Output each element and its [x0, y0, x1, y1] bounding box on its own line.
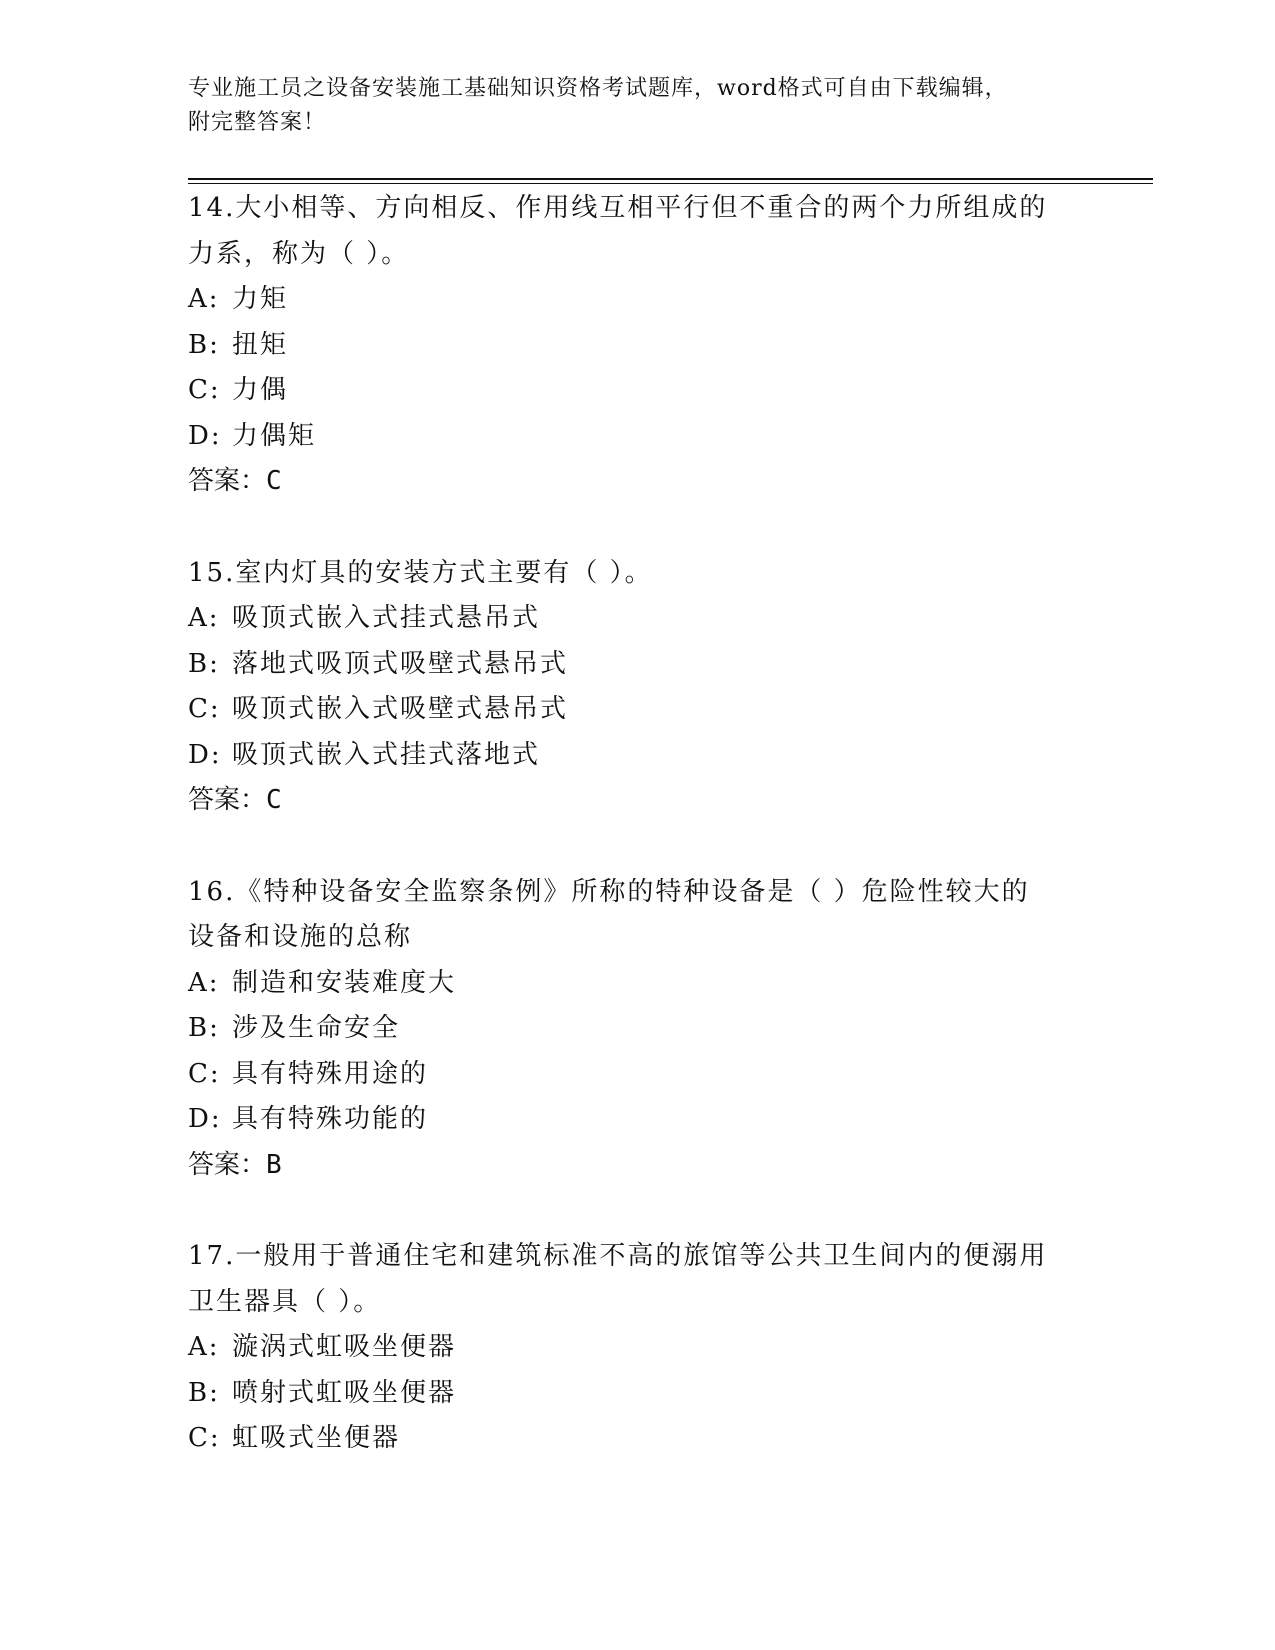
option-key: A: [188, 284, 220, 314]
option-b [188, 1371, 1108, 1417]
option-text: 吸顶式嵌入式挂式悬吊式 [232, 603, 541, 633]
header-divider-thin [188, 183, 1153, 184]
option-text: 力偶 [232, 375, 289, 405]
answer-line [188, 1143, 1108, 1189]
answer-line [188, 459, 1108, 505]
answer-label: 答案： [188, 1149, 267, 1180]
answer-value: C [266, 466, 282, 496]
option-text: 力矩 [232, 284, 289, 314]
option-text: 力偶矩 [232, 420, 317, 451]
option-d [188, 733, 1108, 779]
question-stem [188, 870, 1108, 961]
option-key: C: [188, 1058, 221, 1089]
question-16 [188, 870, 1108, 1189]
question-15 [188, 551, 1108, 824]
option-a [188, 277, 1108, 323]
option-key: B: [188, 648, 220, 679]
option-d [188, 1097, 1108, 1143]
question-stem-line: 17.一般用于普通住宅和建筑标准不高的旅馆等公共卫生间内的便溺用 [188, 1241, 1048, 1271]
option-a [188, 1325, 1108, 1371]
header-line-2: 附完整答案！ [188, 110, 327, 135]
option-b [188, 1006, 1108, 1052]
option-text: 落地式吸顶式吸壁式悬吊式 [232, 648, 569, 679]
option-key: B: [188, 1013, 220, 1043]
question-stem-line: 16.《特种设备安全监察条例》所称的特种设备是（ ）危险性较大的 [188, 876, 1030, 907]
option-c [188, 687, 1108, 733]
option-text: 吸顶式嵌入式吸壁式悬吊式 [232, 694, 569, 724]
question-stem [188, 1234, 1108, 1325]
option-text: 扭矩 [232, 329, 289, 360]
option-c [188, 1052, 1108, 1098]
header-line-1: 专业施工员之设备安装施工基础知识资格考试题库，word格式可自由下载编辑， [188, 76, 1008, 101]
option-key: D: [188, 739, 222, 770]
option-key: D: [188, 1104, 222, 1134]
option-key: A: [188, 967, 220, 998]
option-text: 制造和安装难度大 [232, 967, 457, 998]
option-text: 漩涡式虹吸坐便器 [232, 1332, 457, 1362]
option-key: B: [188, 329, 220, 360]
option-text: 涉及生命安全 [232, 1013, 401, 1043]
option-text: 具有特殊用途的 [232, 1058, 429, 1089]
option-key: C: [188, 694, 221, 724]
answer-label: 答案： [188, 785, 267, 815]
question-list [188, 186, 1108, 1508]
option-text: 虹吸式坐便器 [232, 1423, 401, 1453]
answer-value: C [266, 785, 282, 815]
question-stem [188, 551, 1108, 597]
answer-line [188, 778, 1108, 824]
option-b [188, 642, 1108, 688]
option-c [188, 1416, 1108, 1462]
answer-value: B [266, 1149, 282, 1180]
question-stem-line: 力系，称为（ ）。 [188, 238, 410, 269]
option-key: C: [188, 1423, 221, 1453]
option-key: A: [188, 603, 220, 633]
option-c [188, 368, 1108, 414]
header-divider-thick [188, 178, 1153, 180]
answer-label: 答案： [188, 466, 267, 496]
option-a [188, 961, 1108, 1007]
question-stem-line: 设备和设施的总称 [188, 922, 413, 952]
option-d [188, 414, 1108, 460]
option-text: 吸顶式嵌入式挂式落地式 [232, 739, 541, 770]
option-a [188, 596, 1108, 642]
option-text: 具有特殊功能的 [232, 1104, 429, 1134]
option-key: D: [188, 420, 222, 451]
question-stem [188, 186, 1108, 277]
question-stem-line: 14.大小相等、方向相反、作用线互相平行但不重合的两个力所组成的 [188, 193, 1048, 223]
question-stem-line: 15.室内灯具的安装方式主要有（ ）。 [188, 557, 653, 588]
option-key: A: [188, 1332, 220, 1362]
option-key: C: [188, 375, 221, 405]
question-14 [188, 186, 1108, 505]
document-header [188, 72, 1088, 140]
option-b [188, 323, 1108, 369]
question-stem-line: 卫生器具（ ）。 [188, 1286, 382, 1317]
option-text: 喷射式虹吸坐便器 [232, 1377, 457, 1408]
option-key: B: [188, 1377, 220, 1408]
question-17 [188, 1234, 1108, 1462]
